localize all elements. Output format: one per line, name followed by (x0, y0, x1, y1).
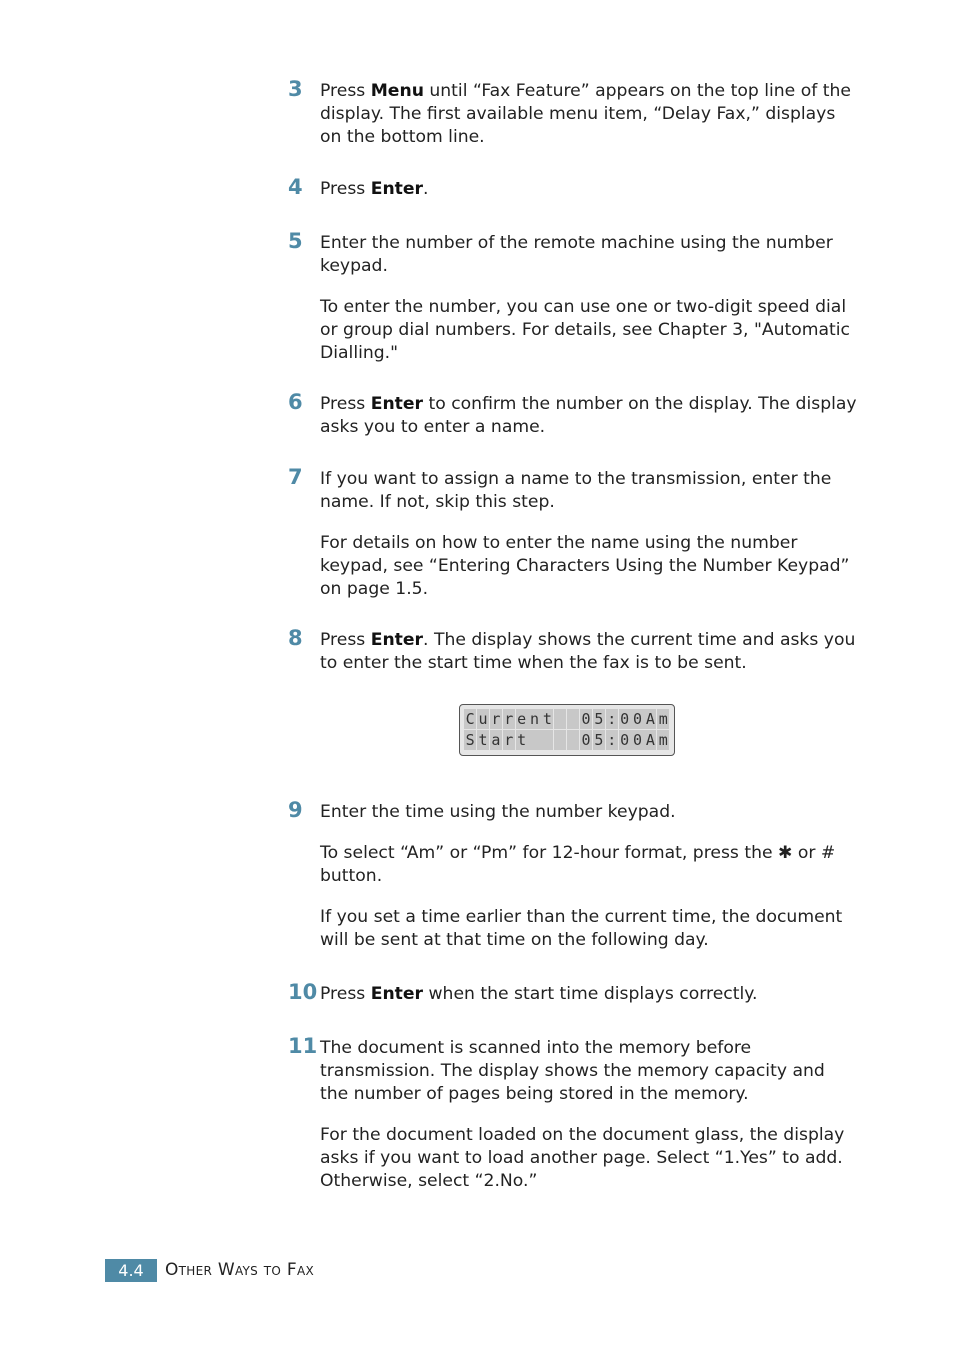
lcd-char: 0 (581, 710, 591, 728)
lcd-char: m (658, 710, 668, 728)
lcd-char: 5 (594, 731, 604, 749)
lcd-char (567, 709, 579, 729)
lcd-char: 0 (632, 731, 642, 749)
step-number: 3 (288, 77, 303, 101)
lcd-char (554, 709, 566, 729)
step-number: 8 (288, 626, 303, 650)
lcd-char: m (658, 731, 668, 749)
step-paragraph: Press Enter. The display shows the current time and asks you to enter the start time when the fax is to be sent. (320, 630, 856, 673)
step-4 (288, 175, 858, 201)
step-paragraph: Enter the time using the number keypad. (320, 802, 676, 822)
step-paragraph: For the document loaded on the document glass, the display asks if you want to load another page. Select “1.Yes” to add. Otherwise, select “2.No.” (320, 1125, 845, 1191)
step-body (320, 629, 858, 675)
step-8 (288, 626, 858, 675)
lcd-line-2 (464, 730, 670, 750)
step-body (320, 393, 858, 439)
lcd-char: : (607, 731, 617, 749)
step-body (320, 468, 858, 601)
lcd-char: n (529, 710, 539, 728)
step-number: 4 (288, 175, 303, 199)
step-paragraph: For details on how to enter the name using the number keypad, see “Entering Characters Using the Number Keypad” on page 1.5. (320, 533, 850, 599)
step-body (320, 80, 858, 149)
page-number: 4.4 (105, 1259, 157, 1282)
lcd-char: 0 (581, 731, 591, 749)
step-7 (288, 465, 858, 601)
lcd-char: t (542, 710, 552, 728)
lcd-line-1 (464, 709, 670, 729)
step-body (320, 983, 858, 1006)
step-body (320, 178, 858, 201)
lcd-display (459, 704, 675, 756)
step-paragraph: The document is scanned into the memory before transmission. The display shows the memory capacity and the number of pages being stored in the memory. (320, 1038, 825, 1104)
lcd-char: r (491, 710, 501, 728)
lcd-char (567, 730, 579, 750)
lcd-char: S (465, 731, 475, 749)
step-paragraph: To enter the number, you can use one or two-digit speed dial or group dial numbers. For details, see Chapter 3, "Automatic Dialling." (320, 297, 851, 363)
lcd-char: : (607, 710, 617, 728)
step-number: 11 (288, 1034, 318, 1058)
step-6 (288, 390, 858, 439)
step-number: 9 (288, 798, 303, 822)
step-10 (288, 980, 858, 1006)
lcd-char (554, 730, 566, 750)
lcd-char: A (645, 710, 655, 728)
step-paragraph: Press Menu until “Fax Feature” appears on the top line of the display. The first available menu item, “Delay Fax,” displays on the bottom line. (320, 81, 851, 147)
step-number: 7 (288, 465, 303, 489)
step-paragraph: To select “Am” or “Pm” for 12-hour format, press the ✱ or # button. (320, 843, 836, 886)
step-number: 10 (288, 980, 318, 1004)
lcd-char: r (504, 710, 514, 728)
step-5 (288, 229, 858, 365)
step-paragraph: If you want to assign a name to the transmission, enter the name. If not, skip this step. (320, 469, 832, 512)
key-name: Enter (370, 394, 424, 414)
key-name: Enter (370, 179, 424, 199)
lcd-char: r (504, 731, 514, 749)
lcd-char: 0 (632, 710, 642, 728)
lcd-char: t (478, 731, 488, 749)
step-body (320, 232, 858, 365)
lcd-char: A (645, 731, 655, 749)
lcd-char: t (517, 731, 527, 749)
step-body (320, 1037, 858, 1193)
step-9 (288, 798, 858, 952)
key-name: Enter (370, 984, 424, 1004)
step-body (320, 801, 858, 952)
lcd-char: e (517, 710, 527, 728)
key-name: Enter (370, 630, 424, 650)
lcd-char: 0 (620, 731, 630, 749)
lcd-char: a (491, 731, 501, 749)
step-paragraph: If you set a time earlier than the current time, the document will be sent at that time on the following day. (320, 907, 843, 950)
step-paragraph: Press Enter to confirm the number on the display. The display asks you to enter a name. (320, 394, 857, 437)
step-number: 5 (288, 229, 303, 253)
step-11 (288, 1034, 858, 1193)
lcd-char: 0 (620, 710, 630, 728)
lcd-char (528, 730, 540, 750)
lcd-char (541, 730, 553, 750)
step-3 (288, 77, 858, 149)
lcd-char: C (465, 710, 475, 728)
lcd-char: 5 (594, 710, 604, 728)
lcd-char: u (478, 710, 488, 728)
step-paragraph: Press Enter. (320, 179, 429, 199)
step-paragraph: Enter the number of the remote machine using the number keypad. (320, 233, 833, 276)
step-paragraph: Press Enter when the start time displays correctly. (320, 984, 758, 1004)
step-number: 6 (288, 390, 303, 414)
key-name: Menu (370, 81, 424, 101)
chapter-title: Other Ways to Fax (165, 1260, 314, 1280)
